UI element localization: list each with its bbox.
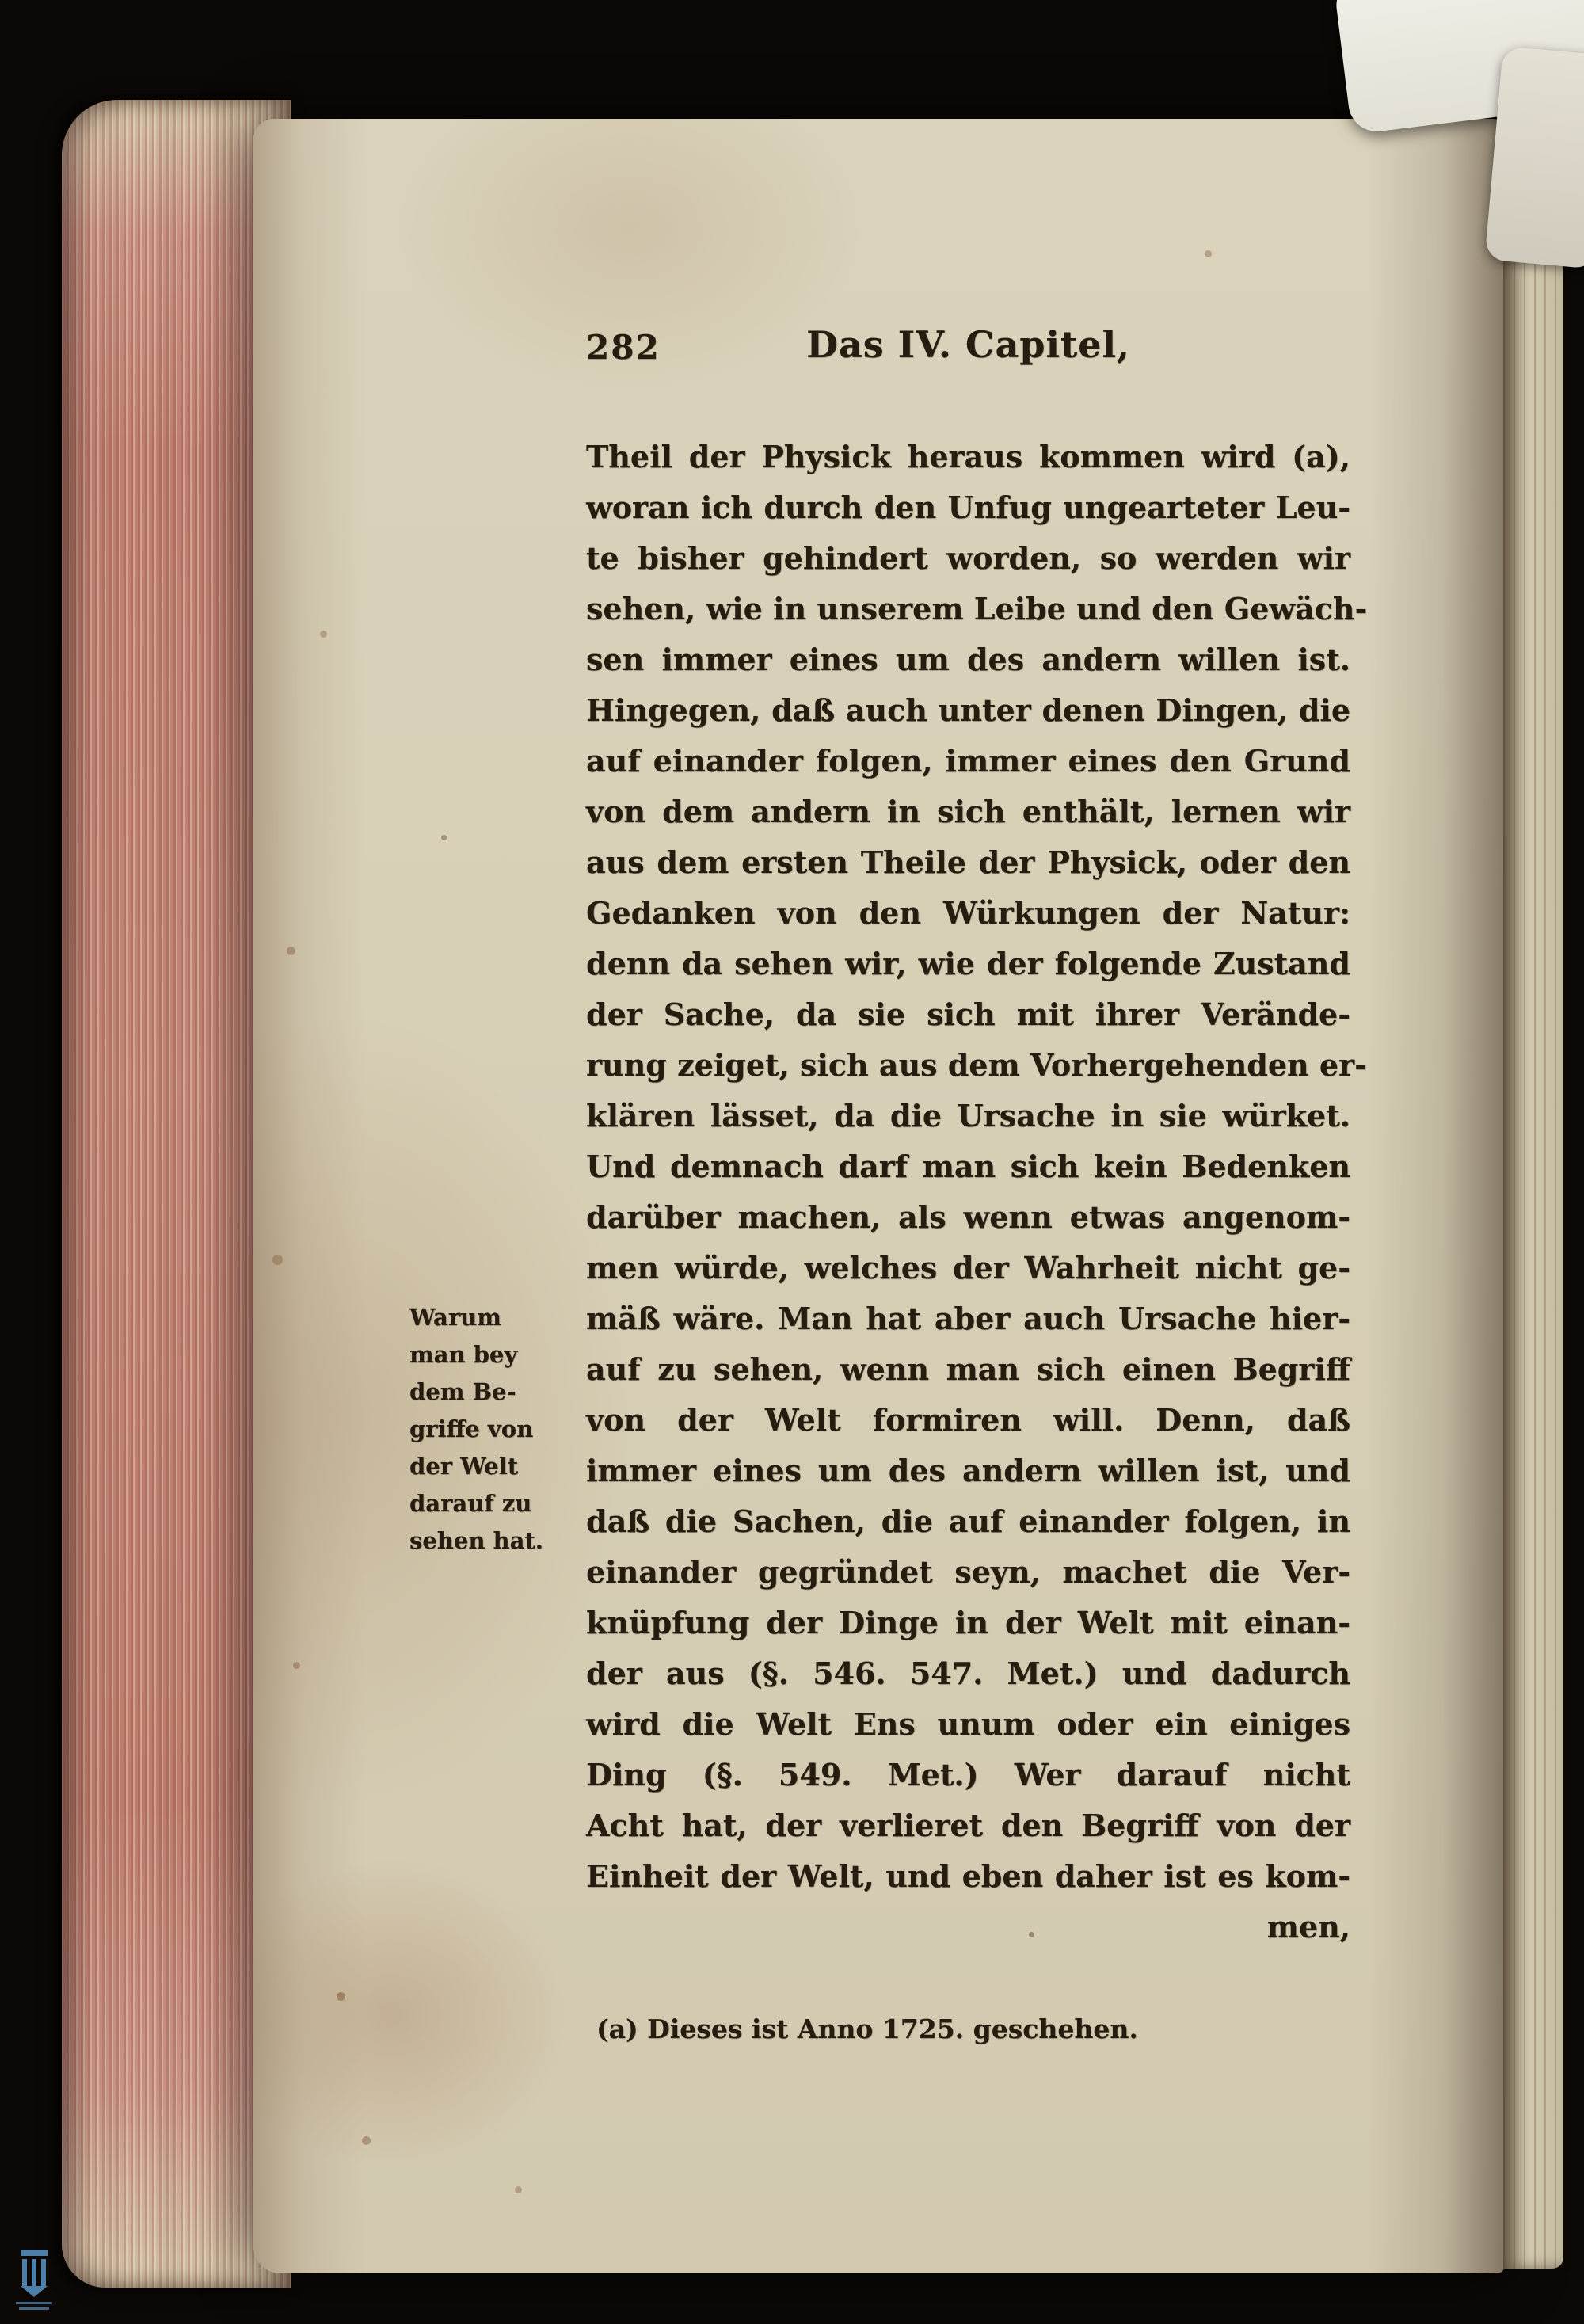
book-page: [253, 119, 1505, 2273]
body-text-line: Acht hat, der verlieret den Begriff von der: [586, 1808, 1350, 1843]
body-text-line: men würde, welches der Wahrheit nicht ge-: [586, 1250, 1350, 1286]
body-text-line: von dem andern in sich enthält, lernen wir: [586, 794, 1350, 829]
body-text-line: sen immer eines um des andern willen ist.: [586, 642, 1350, 677]
body-text-line: Gedanken von den Würkungen der Natur:: [586, 895, 1350, 931]
body-text-line: darüber machen, als wenn etwas angenom-: [586, 1199, 1350, 1235]
margin-note-line: man bey: [409, 1341, 518, 1368]
body-text-line: mäß wäre. Man hat aber auch Ursache hier-: [586, 1301, 1350, 1336]
next-page-edge: [1503, 125, 1563, 2269]
margin-note-line: griffe von: [409, 1415, 534, 1442]
foxing-spots: [253, 119, 257, 123]
body-text-line: woran ich durch den Unfug ungearteter Leu-: [586, 490, 1350, 525]
body-text-line: knüpfung der Dinge in der Welt mit einan-: [586, 1605, 1350, 1640]
body-text-line: Hingegen, daß auch unter denen Dingen, die: [586, 692, 1350, 728]
body-text-line: daß die Sachen, die auf einander folgen, in: [586, 1503, 1350, 1539]
body-text-line: der Sache, da sie sich mit ihrer Verände-: [586, 996, 1350, 1032]
body-text-line: rung zeiget, sich aus dem Vorhergehenden er-: [586, 1047, 1367, 1083]
body-text-line: der aus (§. 546. 547. Met.) und dadurch: [586, 1655, 1350, 1691]
body-text-line: men,: [1266, 1909, 1350, 1945]
library-stamp-icon: [10, 2246, 59, 2314]
margin-note-line: sehen hat.: [409, 1527, 543, 1554]
page-number: 282: [586, 328, 661, 367]
body-text-line: Und demnach darf man sich kein Bedenken: [586, 1149, 1350, 1184]
body-text-line: einander gegründet seyn, machet die Ver-: [586, 1554, 1350, 1590]
body-text-line: auf zu sehen, wenn man sich einen Begriff: [586, 1351, 1350, 1387]
body-text-line: Einheit der Welt, und eben daher ist es kom-: [586, 1858, 1350, 1894]
body-text-line: sehen, wie in unserem Leibe und den Gewäch-: [586, 591, 1368, 627]
page-header: [586, 323, 1350, 374]
margin-note: [409, 1299, 580, 1560]
margin-note-line: Warum: [409, 1304, 501, 1331]
margin-note-line: dem Be-: [409, 1378, 516, 1405]
body-text-line: wird die Welt Ens unum oder ein einiges: [586, 1706, 1350, 1742]
margin-note-line: darauf zu: [409, 1490, 532, 1517]
body-text-line: denn da sehen wir, wie der folgende Zustand: [586, 946, 1350, 981]
body-text-line: Ding (§. 549. Met.) Wer darauf nicht: [586, 1757, 1350, 1793]
body-text-line: Theil der Physick heraus kommen wird (a),: [586, 439, 1350, 474]
body-text-line: auf einander folgen, immer eines den Grund: [586, 743, 1350, 779]
body-text-line: von der Welt formiren will. Denn, daß: [586, 1402, 1350, 1438]
body-text-line: immer eines um des andern willen ist, und: [586, 1453, 1350, 1488]
margin-note-line: der Welt: [409, 1453, 519, 1480]
body-text-line: te bisher gehindert worden, so werden wir: [586, 540, 1350, 576]
tape-damage: [1485, 46, 1584, 269]
body-text-line: klären lässet, da die Ursache in sie würket.: [586, 1098, 1350, 1133]
footnote: (a) Dieses ist Anno 1725. geschehen.: [596, 2013, 1138, 2044]
body-text: [586, 432, 1368, 1953]
chapter-heading: Das IV. Capitel,: [806, 323, 1130, 366]
body-text-line: aus dem ersten Theile der Physick, oder den: [586, 844, 1350, 880]
